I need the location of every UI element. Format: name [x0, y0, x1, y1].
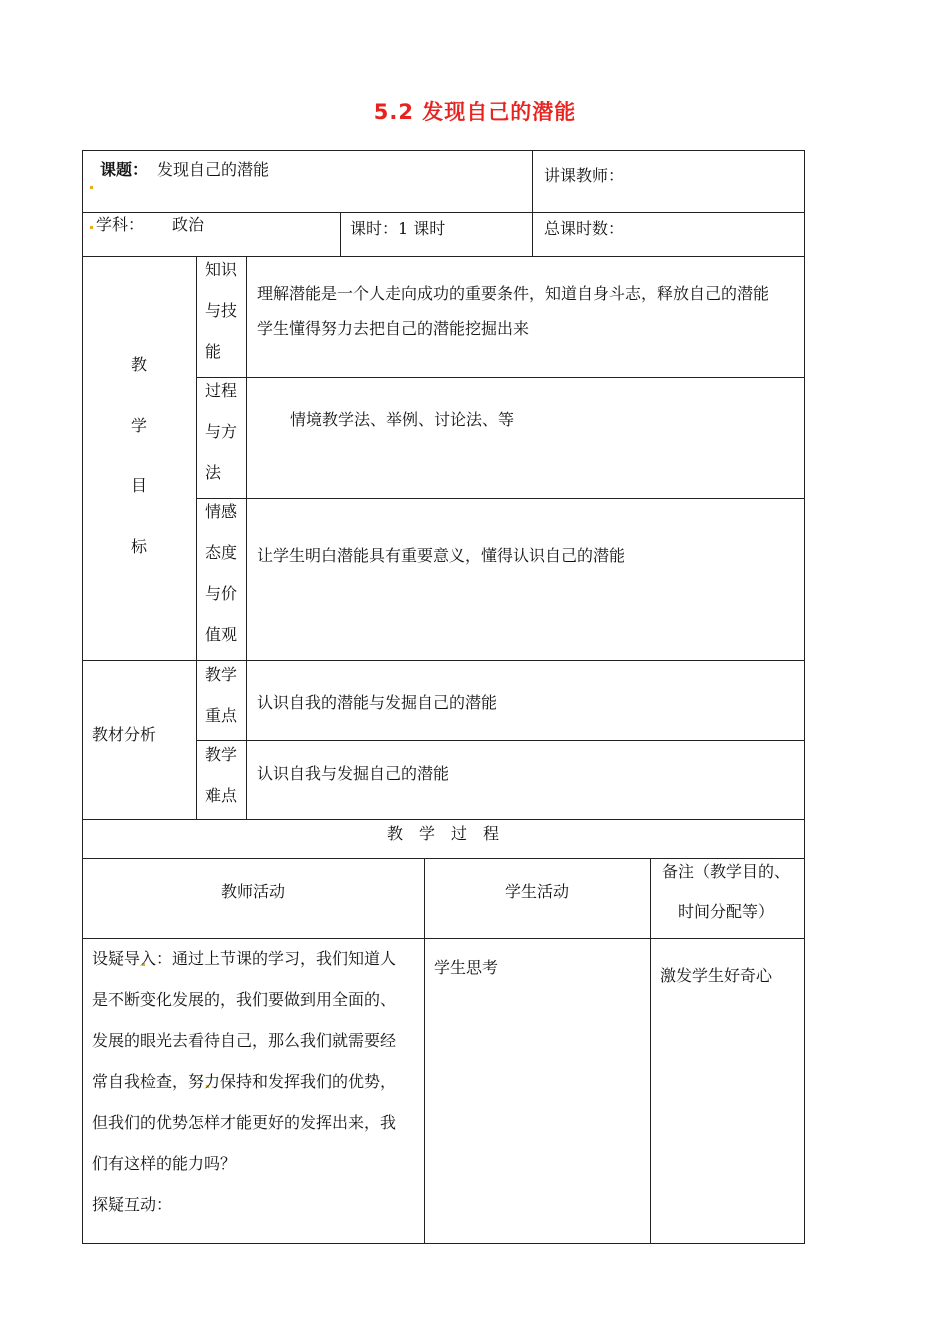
topic-value: 发现自己的潜能	[157, 160, 270, 179]
row-divider	[82, 212, 804, 213]
col-teacher-header: 教师活动	[221, 882, 286, 901]
col-divider	[424, 858, 425, 1244]
col-divider	[532, 150, 533, 257]
objectives-group-char: 目	[131, 476, 148, 495]
objective-content: 情境教学法、举例、讨论法、等	[290, 410, 515, 429]
col-divider	[650, 858, 651, 1244]
objectives-group-char: 学	[131, 416, 148, 435]
row-divider	[196, 740, 804, 741]
col-student-header: 学生活动	[505, 882, 570, 901]
scan-mark	[90, 226, 93, 229]
objective-category: 知识 与技 能	[205, 260, 238, 361]
total-periods-label: 总课时数：	[544, 219, 625, 238]
teacher-label: 讲课教师：	[544, 166, 625, 185]
col-notes-header: 备注（教学目的、	[662, 862, 791, 881]
process-heading: 教 学 过 程	[386, 824, 499, 843]
objective-category: 过程 与方 法	[205, 381, 238, 482]
analysis-content: 认识自我的潜能与发掘自己的潜能	[257, 693, 498, 712]
objective-content: 理解潜能是一个人走向成功的重要条件，知道自身斗志，释放自己的潜能	[257, 284, 770, 303]
analysis-group-label: 教材分析	[92, 725, 157, 744]
teacher-activity-text: 设疑导入：通过上节课的学习，我们知道人 是不断变化发展的，我们要做到用全面的、 发展的眼光去看待自己，那么我们就需要经 常自我检查，努力保持和发挥我们的优势， 但我们的优势怎样才能更好的发挥出来，我 们有这样的能力吗？ 探疑互动：	[92, 949, 397, 1214]
objectives-group-char: 标	[131, 537, 148, 556]
objectives-group-char: 教	[131, 355, 148, 374]
topic-label: 课题：	[100, 160, 149, 179]
col-divider	[246, 256, 247, 820]
period-label: 课时：1 课时	[350, 219, 446, 238]
table-border-bottom	[82, 1243, 804, 1244]
row-divider	[82, 660, 804, 661]
col-divider	[340, 212, 341, 257]
row-divider	[196, 498, 804, 499]
row-divider	[82, 819, 804, 820]
notes-text: 激发学生好奇心	[660, 966, 773, 985]
analysis-category: 教学 难点	[205, 745, 238, 805]
row-divider	[196, 377, 804, 378]
objective-content: 学生懂得努力去把自己的潜能挖掘出来	[257, 319, 530, 338]
table-border-left	[82, 150, 83, 1244]
objective-content: 让学生明白潜能具有重要意义，懂得认识自己的潜能	[257, 546, 626, 565]
objective-category: 情感 态度 与价 值观	[205, 502, 238, 644]
student-activity-text: 学生思考	[434, 958, 499, 977]
analysis-content: 认识自我与发掘自己的潜能	[257, 764, 450, 783]
table-border-top	[82, 150, 804, 151]
col-divider	[196, 256, 197, 820]
col-notes-header: 时间分配等）	[678, 902, 775, 921]
analysis-category: 教学 重点	[205, 665, 238, 725]
subject-value: 政治	[172, 215, 205, 234]
page-title: 5.2 发现自己的潜能	[373, 100, 577, 124]
scan-mark	[90, 186, 93, 189]
table-border-right	[804, 150, 805, 1244]
row-divider	[82, 858, 804, 859]
row-divider	[82, 256, 804, 257]
subject-label: 学科：	[96, 215, 145, 234]
